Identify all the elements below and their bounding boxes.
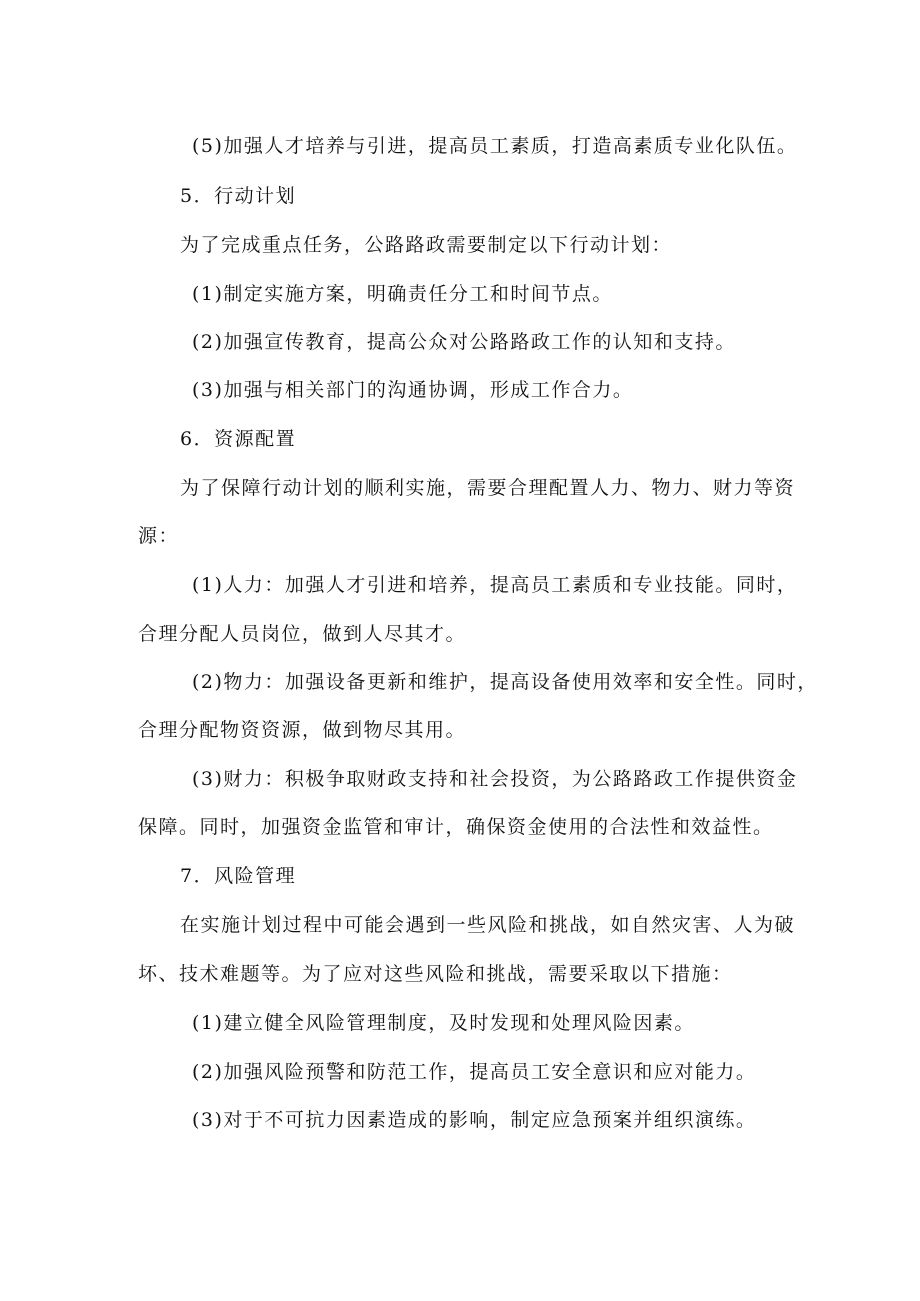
list-item: (3)对于不可抗力因素造成的影响，制定应急预案并组织演练。 [192,1109,757,1131]
list-item-continuation: 合理分配人员岗位，做到人尽其才。 [138,623,467,645]
paragraph-text: 为了完成重点任务，公路路政需要制定以下行动计划： [180,234,673,256]
list-item: (5)加强人才培养与引进，提高员工素质，打造高素质专业化队伍。 [192,135,798,157]
paragraph-text: 源： [138,525,180,547]
list-item: (2)物力：加强设备更新和维护，提高设备使用效率和安全性。同时， [192,671,818,693]
list-item: (2)加强风险预警和防范工作，提高员工安全意识和应对能力。 [192,1061,757,1083]
list-item-continuation: 保障。同时，加强资金监管和审计，确保资金使用的合法性和效益性。 [138,816,774,838]
list-item: (3)加强与相关部门的沟通协调，形成工作合力。 [192,379,634,401]
paragraph-text: 在实施计划过程中可能会遇到一些风险和挑战，如自然灾害、人为破 [180,914,796,936]
list-item: (2)加强宣传教育，提高公众对公路路政工作的认知和支持。 [192,331,736,353]
list-item-continuation: 合理分配物资资源，做到物尽其用。 [138,719,467,741]
section-heading: 5．行动计划 [180,185,297,207]
list-item: (1)人力：加强人才引进和培养，提高员工素质和专业技能。同时， [192,574,798,596]
paragraph-text: 为了保障行动计划的顺利实施，需要合理配置人力、物力、财力等资 [180,477,796,499]
list-item: (1)建立健全风险管理制度，及时发现和处理风险因素。 [192,1012,695,1034]
paragraph-text: 坏、技术难题等。为了应对这些风险和挑战，需要采取以下措施： [138,963,733,985]
section-heading: 6．资源配置 [180,428,297,450]
list-item: (1)制定实施方案，明确责任分工和时间节点。 [192,283,613,305]
list-item: (3)财力：积极争取财政支持和社会投资，为公路路政工作提供资金 [192,768,798,790]
section-heading: 7．风险管理 [180,865,297,887]
